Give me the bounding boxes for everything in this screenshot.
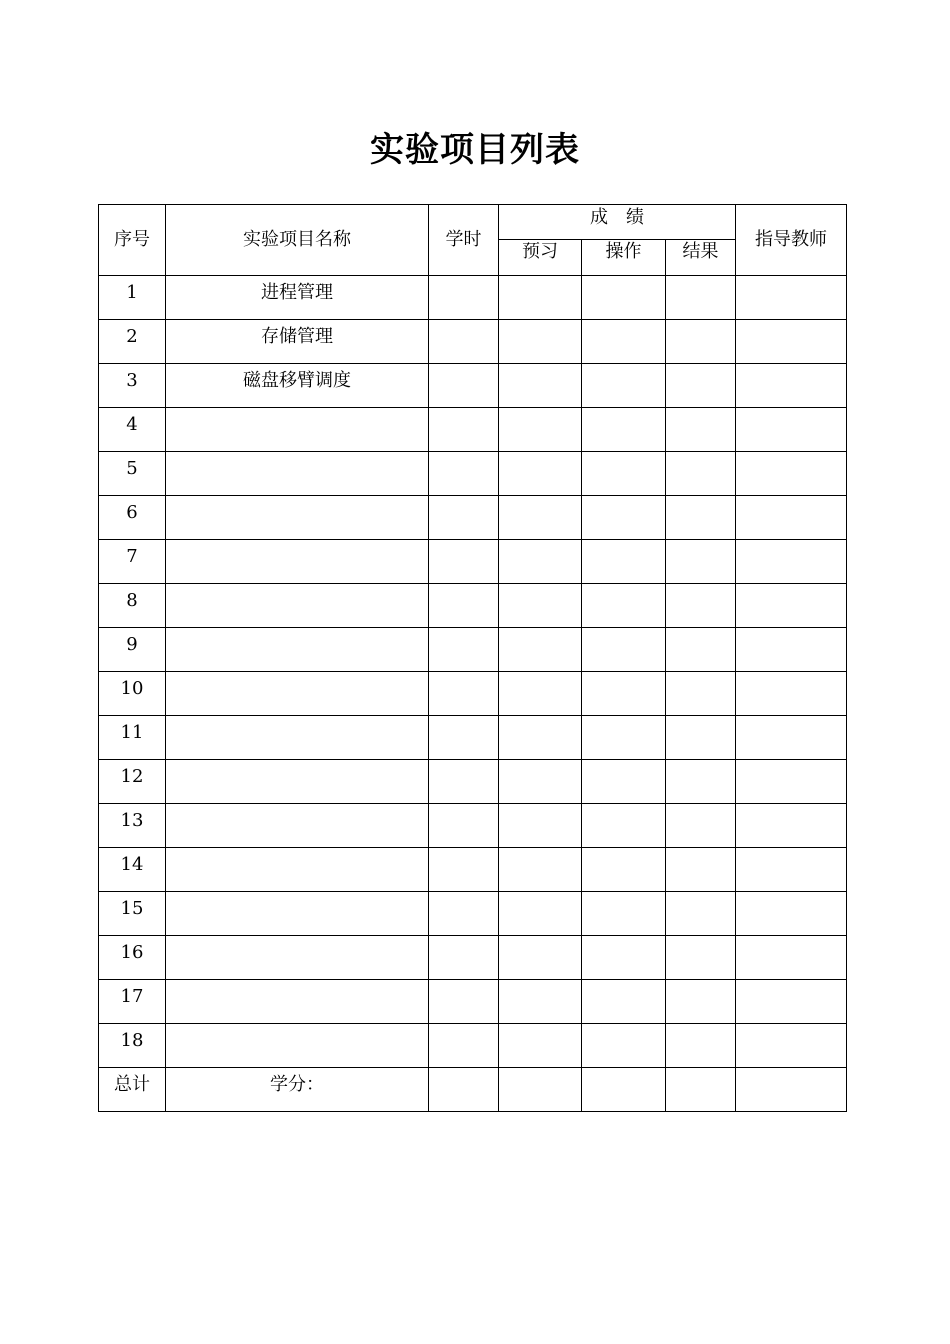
row-name <box>166 672 429 716</box>
row-seq: 11 <box>99 716 166 760</box>
row-operation <box>582 628 666 672</box>
row-result <box>666 804 736 848</box>
row-teacher <box>736 320 847 364</box>
row-preview <box>499 452 582 496</box>
row-preview <box>499 848 582 892</box>
row-teacher <box>736 848 847 892</box>
table-row <box>99 496 847 540</box>
row-name <box>166 848 429 892</box>
table-row <box>99 364 847 408</box>
row-name <box>166 628 429 672</box>
header-result: 结果 <box>666 240 736 276</box>
row-operation <box>582 584 666 628</box>
total-empty-cell <box>499 1068 582 1112</box>
row-preview <box>499 408 582 452</box>
page-title: 实验项目列表 <box>370 130 580 170</box>
row-preview <box>499 1024 582 1068</box>
row-seq: 7 <box>99 540 166 584</box>
row-seq: 16 <box>99 936 166 980</box>
row-seq: 15 <box>99 892 166 936</box>
row-operation <box>582 364 666 408</box>
row-result <box>666 276 736 320</box>
total-empty-cell <box>736 1068 847 1112</box>
table-row <box>99 936 847 980</box>
header-name: 实验项目名称 <box>166 205 429 276</box>
row-seq: 5 <box>99 452 166 496</box>
row-result <box>666 408 736 452</box>
row-hours <box>429 540 499 584</box>
row-result <box>666 980 736 1024</box>
row-result <box>666 1024 736 1068</box>
row-result <box>666 540 736 584</box>
row-name: 磁盘移臂调度 <box>166 364 429 408</box>
total-empty-cell <box>582 1068 666 1112</box>
header-grade-group: 成 绩 <box>499 205 736 240</box>
header-hours: 学时 <box>429 205 499 276</box>
row-result <box>666 760 736 804</box>
row-name <box>166 1024 429 1068</box>
row-hours <box>429 936 499 980</box>
row-seq: 10 <box>99 672 166 716</box>
table-row <box>99 276 847 320</box>
row-teacher <box>736 408 847 452</box>
row-hours <box>429 276 499 320</box>
row-hours <box>429 892 499 936</box>
row-teacher <box>736 628 847 672</box>
row-hours <box>429 672 499 716</box>
row-result <box>666 320 736 364</box>
row-teacher <box>736 452 847 496</box>
row-teacher <box>736 540 847 584</box>
row-teacher <box>736 584 847 628</box>
total-row <box>99 1068 847 1112</box>
row-hours <box>429 496 499 540</box>
row-teacher <box>736 1024 847 1068</box>
row-preview <box>499 672 582 716</box>
row-preview <box>499 584 582 628</box>
table-row <box>99 408 847 452</box>
row-preview <box>499 540 582 584</box>
row-name <box>166 804 429 848</box>
row-operation <box>582 672 666 716</box>
table-row <box>99 672 847 716</box>
header-preview: 预习 <box>499 240 582 276</box>
row-result <box>666 364 736 408</box>
row-result <box>666 848 736 892</box>
row-preview <box>499 716 582 760</box>
row-teacher <box>736 496 847 540</box>
row-seq: 4 <box>99 408 166 452</box>
row-name <box>166 892 429 936</box>
experiment-table <box>98 204 847 1112</box>
row-result <box>666 496 736 540</box>
total-empty-cell <box>429 1068 499 1112</box>
row-teacher <box>736 892 847 936</box>
row-result <box>666 716 736 760</box>
row-result <box>666 892 736 936</box>
row-name <box>166 980 429 1024</box>
header-row-1 <box>99 205 847 240</box>
table-row <box>99 892 847 936</box>
total-empty-cell <box>666 1068 736 1112</box>
row-hours <box>429 804 499 848</box>
row-operation <box>582 716 666 760</box>
row-operation <box>582 496 666 540</box>
table-row <box>99 628 847 672</box>
row-preview <box>499 760 582 804</box>
row-teacher <box>736 936 847 980</box>
row-preview <box>499 980 582 1024</box>
row-seq: 17 <box>99 980 166 1024</box>
row-hours <box>429 628 499 672</box>
row-preview <box>499 320 582 364</box>
row-seq: 3 <box>99 364 166 408</box>
row-hours <box>429 408 499 452</box>
row-seq: 6 <box>99 496 166 540</box>
row-teacher <box>736 980 847 1024</box>
row-operation <box>582 892 666 936</box>
row-hours <box>429 452 499 496</box>
row-operation <box>582 760 666 804</box>
row-name <box>166 540 429 584</box>
table-row <box>99 848 847 892</box>
row-name: 进程管理 <box>166 276 429 320</box>
row-result <box>666 584 736 628</box>
row-name <box>166 584 429 628</box>
row-teacher <box>736 804 847 848</box>
row-name: 存储管理 <box>166 320 429 364</box>
row-hours <box>429 320 499 364</box>
row-seq: 12 <box>99 760 166 804</box>
table-row <box>99 1024 847 1068</box>
row-seq: 13 <box>99 804 166 848</box>
row-teacher <box>736 364 847 408</box>
row-result <box>666 672 736 716</box>
row-operation <box>582 320 666 364</box>
table-row <box>99 980 847 1024</box>
table-row <box>99 804 847 848</box>
row-name <box>166 452 429 496</box>
row-operation <box>582 452 666 496</box>
row-seq: 1 <box>99 276 166 320</box>
header-teacher: 指导教师 <box>736 205 847 276</box>
table-row <box>99 584 847 628</box>
row-name <box>166 716 429 760</box>
row-teacher <box>736 276 847 320</box>
row-preview <box>499 892 582 936</box>
row-result <box>666 936 736 980</box>
row-teacher <box>736 760 847 804</box>
row-hours <box>429 980 499 1024</box>
row-preview <box>499 936 582 980</box>
row-seq: 9 <box>99 628 166 672</box>
table-row <box>99 760 847 804</box>
row-result <box>666 452 736 496</box>
table-row <box>99 320 847 364</box>
row-preview <box>499 496 582 540</box>
row-result <box>666 628 736 672</box>
row-name <box>166 496 429 540</box>
table-row <box>99 716 847 760</box>
total-label: 总计 <box>99 1068 166 1112</box>
row-preview <box>499 364 582 408</box>
credit-label: 学分： <box>166 1068 429 1112</box>
row-hours <box>429 716 499 760</box>
row-operation <box>582 936 666 980</box>
row-teacher <box>736 716 847 760</box>
row-preview <box>499 628 582 672</box>
row-operation <box>582 276 666 320</box>
row-operation <box>582 540 666 584</box>
header-seq: 序号 <box>99 205 166 276</box>
row-operation <box>582 848 666 892</box>
row-preview <box>499 804 582 848</box>
row-name <box>166 936 429 980</box>
row-name <box>166 408 429 452</box>
row-operation <box>582 980 666 1024</box>
row-hours <box>429 584 499 628</box>
table-row <box>99 452 847 496</box>
row-hours <box>429 1024 499 1068</box>
row-seq: 14 <box>99 848 166 892</box>
header-operation: 操作 <box>582 240 666 276</box>
row-operation <box>582 804 666 848</box>
row-hours <box>429 760 499 804</box>
row-preview <box>499 276 582 320</box>
row-operation <box>582 1024 666 1068</box>
row-seq: 18 <box>99 1024 166 1068</box>
row-name <box>166 760 429 804</box>
row-operation <box>582 408 666 452</box>
table-row <box>99 540 847 584</box>
row-seq: 2 <box>99 320 166 364</box>
row-hours <box>429 848 499 892</box>
row-seq: 8 <box>99 584 166 628</box>
row-hours <box>429 364 499 408</box>
row-teacher <box>736 672 847 716</box>
